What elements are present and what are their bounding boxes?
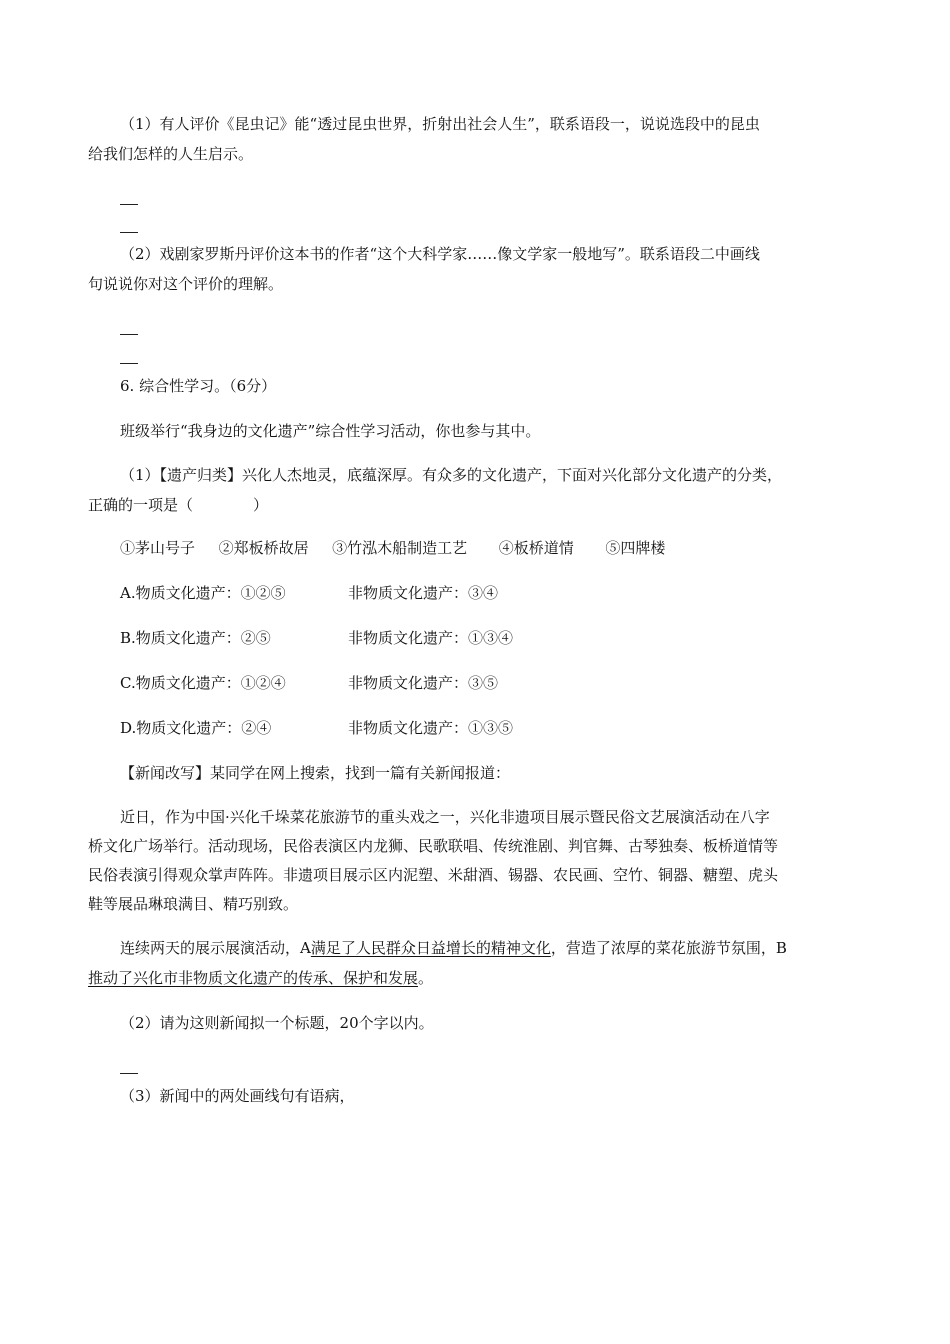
news-p1-line3: 民俗表演引得观众掌声阵阵。非遗项目展示区内泥塑、米甜酒、锡器、农民画、空竹、铜器、糖塑、虎头	[88, 866, 779, 884]
heritage-item: ①茅山号子	[120, 539, 196, 557]
answer-blank	[120, 232, 138, 233]
q6-intro: 班级举行“我身边的文化遗产”综合性学习活动，你也参与其中。	[120, 422, 541, 440]
q6-heading: 6. 综合性学习。（6分）	[120, 377, 277, 395]
option-a-intangible: 非物质文化遗产：③④	[348, 584, 499, 602]
option-b-material: B.物质文化遗产：②⑤	[120, 629, 271, 647]
q6-sub1-line2: 正确的一项是（ ）	[88, 496, 269, 514]
heritage-item: ③竹泓木船制造工艺	[332, 539, 468, 557]
q5-sub2-line2: 句说说你对这个评价的理解。	[88, 275, 284, 293]
q6-sub1-line1: （1）【遗产归类】兴化人杰地灵，底蕴深厚。有众多的文化遗产，下面对兴化部分文化遗产的分类，	[120, 466, 783, 484]
news-p2-text: 连续两天的展示展演活动，A	[120, 939, 311, 957]
option-c-material: C.物质文化遗产：①②④	[120, 674, 286, 692]
news-p2-text: ，营造了浓厚的菜花旅游节氛围，B	[550, 939, 787, 957]
answer-blank	[120, 204, 138, 205]
news-p1-line1: 近日，作为中国·兴化千垛菜花旅游节的重头戏之一，兴化非遗项目展示暨民俗文艺展演活动在八字	[120, 808, 770, 826]
option-a-material: A.物质文化遗产：①②⑤	[120, 584, 286, 602]
option-d-intangible: 非物质文化遗产：①③⑤	[348, 719, 514, 737]
q5-sub1-line2: 给我们怎样的人生启示。	[88, 145, 254, 163]
heritage-item: ⑤四牌楼	[605, 539, 666, 557]
heritage-item: ②郑板桥故居	[218, 539, 309, 557]
q6-sub2: （2）请为这则新闻拟一个标题，20个字以内。	[120, 1014, 434, 1032]
q5-sub2-line1: （2）戏剧家罗斯丹评价这本书的作者“这个大科学家……像文学家一般地写”。联系语段二中画线	[120, 245, 760, 263]
news-p2-line1	[120, 938, 787, 958]
news-p2-text: 。	[418, 969, 434, 987]
answer-blank	[120, 363, 138, 364]
news-heading: 【新闻改写】某同学在网上搜索，找到一篇有关新闻报道：	[120, 764, 511, 782]
option-b	[120, 628, 513, 648]
news-p1-line2: 桥文化广场举行。活动现场，民俗表演区内龙狮、民歌联唱、传统淮剧、判官舞、古琴独奏、板桥道情等	[88, 837, 779, 855]
heritage-items	[120, 538, 665, 558]
answer-blank	[120, 1073, 138, 1074]
option-b-intangible: 非物质文化遗产：①③④	[348, 629, 514, 647]
answer-blank	[120, 334, 138, 335]
option-a	[120, 583, 498, 603]
option-c-intangible: 非物质文化遗产：③⑤	[348, 674, 499, 692]
option-c	[120, 673, 498, 693]
option-d	[120, 718, 513, 738]
q5-sub1-line1: （1）有人评价《昆虫记》能“透过昆虫世界，折射出社会人生”，联系语段一，说说选段中的昆虫	[120, 115, 760, 133]
underlined-sentence-a: 满足了人民群众日益增长的精神文化	[310, 939, 551, 957]
q6-sub3: （3）新闻中的两处画线句有语病，	[120, 1087, 355, 1105]
news-p2-line2	[88, 968, 433, 988]
news-p1-line4: 鞋等展品琳琅满目、精巧别致。	[88, 895, 299, 913]
underlined-sentence-b: 推动了兴化市非物质文化遗产的传承、保护和发展	[88, 969, 419, 987]
heritage-item: ④板桥道情	[498, 539, 574, 557]
option-d-material: D.物质文化遗产：②④	[120, 719, 272, 737]
